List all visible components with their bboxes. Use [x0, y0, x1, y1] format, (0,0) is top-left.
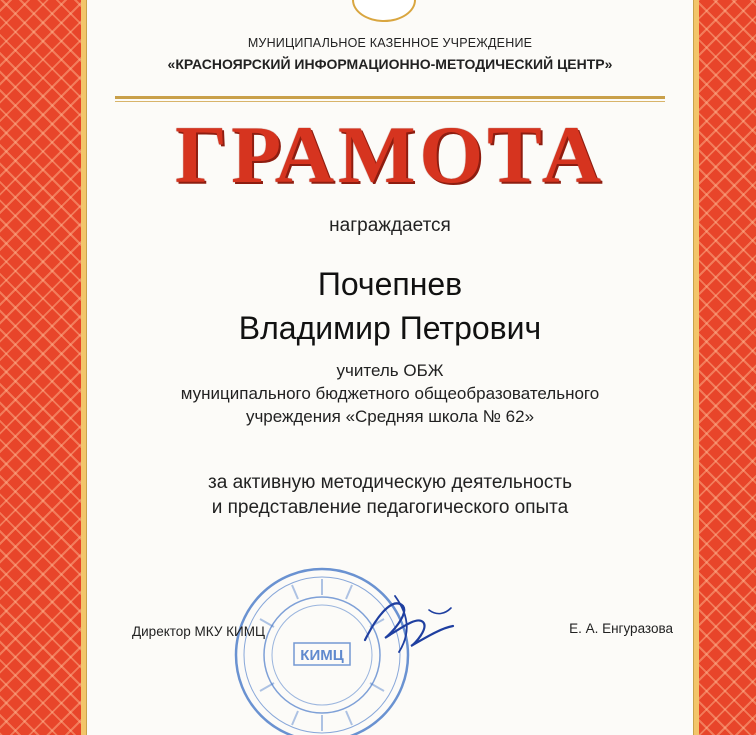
certificate-body: [86, 0, 694, 735]
certificate-title: ГРАМОТА: [175, 109, 605, 200]
gold-divider: [115, 96, 665, 99]
position-line: муниципального бюджетного общеобразовательного: [180, 384, 600, 403]
right-ornamental-border: [694, 0, 756, 735]
awarded-label: награждается: [329, 215, 451, 236]
top-emblem-ornament: [352, 0, 416, 22]
org-name: «КРАСНОЯРСКИЙ ИНФОРМАЦИОННО-МЕТОДИЧЕСКИЙ ЦЕНТР»: [167, 56, 613, 72]
recipient-surname: Почепнев: [317, 266, 463, 302]
reason-line: и представление педагогического опыта: [211, 497, 569, 518]
position-line: учреждения «Средняя школа № 62»: [245, 407, 535, 426]
left-ornamental-border: [0, 0, 86, 735]
signer-name: Е. А. Енгуразова: [569, 621, 673, 636]
stamp-center-text: КИМЦ: [300, 647, 344, 664]
org-type: МУНИЦИПАЛЬНОЕ КАЗЕННОЕ УЧРЕЖДЕНИЕ: [247, 36, 533, 50]
position-line: учитель ОБЖ: [336, 361, 444, 380]
director-title: Директор МКУ КИМЦ: [132, 624, 265, 639]
recipient-given-names: Владимир Петрович: [238, 310, 542, 346]
reason-line: за активную методическую деятельность: [208, 472, 572, 493]
handwritten-signature: [351, 588, 461, 658]
